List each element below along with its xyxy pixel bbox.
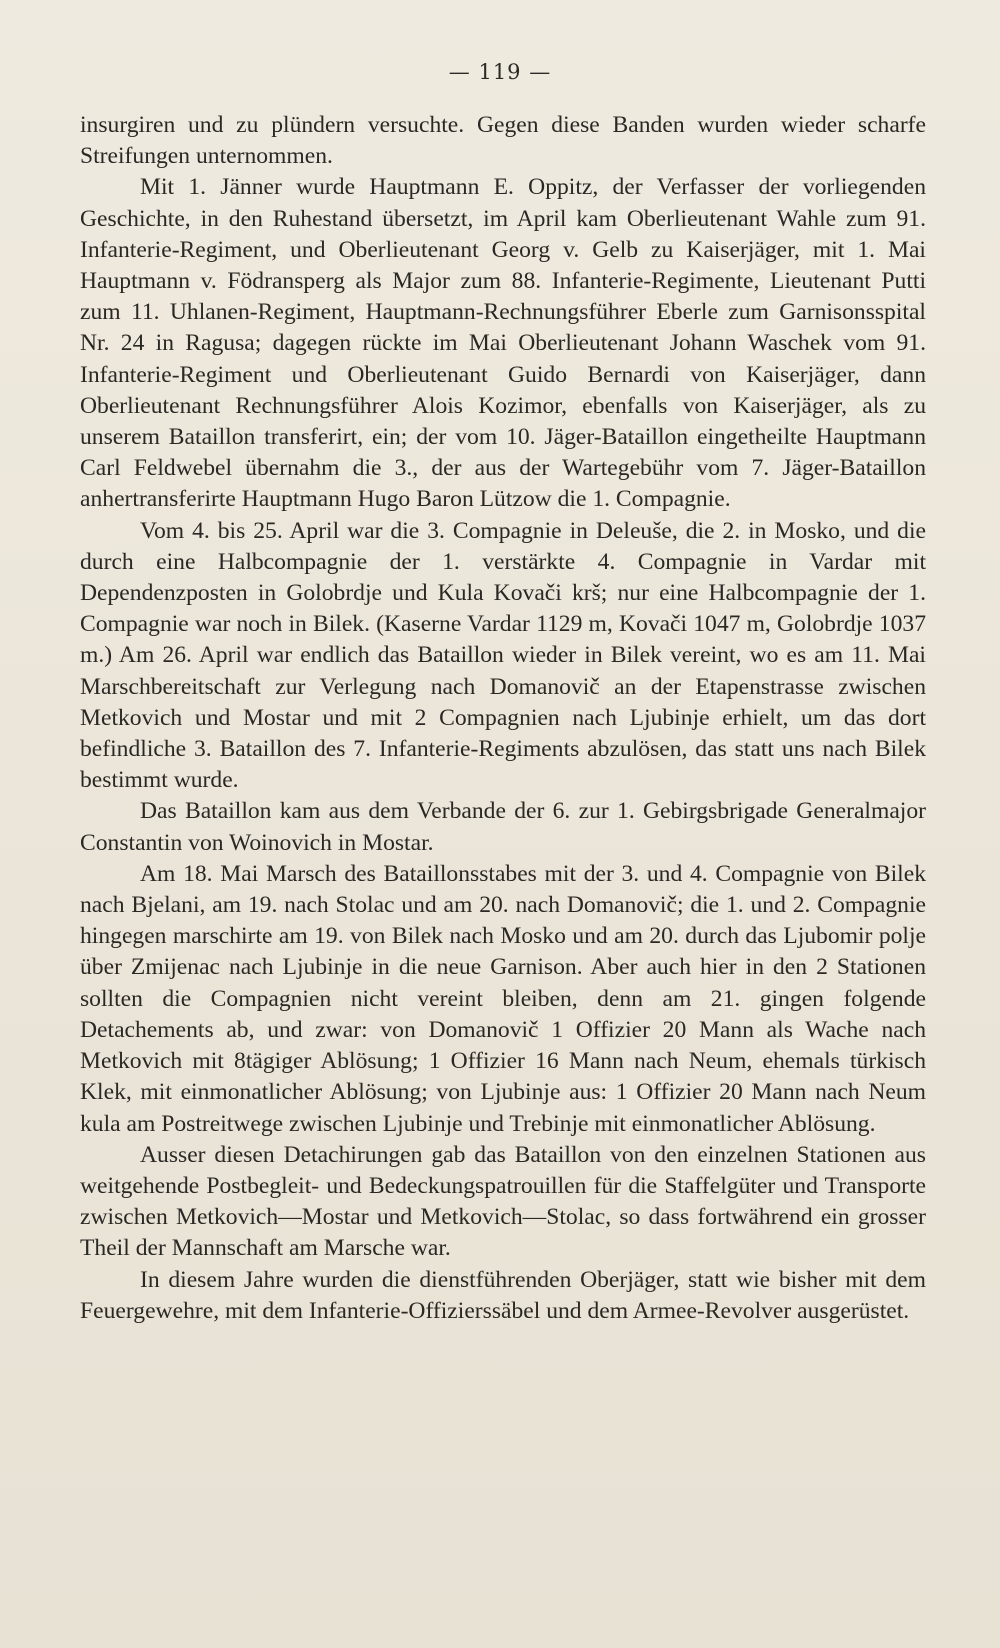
paragraph-1: insurgiren und zu plündern versuchte. Gegen diese Banden wurden wieder scharfe Streifungen unternommen. bbox=[80, 112, 926, 170]
paragraph-3: Vom 4. bis 25. April war die 3. Compagnie in Deleuše, die 2. in Mosko, und die durch eine Halbcompagnie der 1. verstärkte 4. Compagnie in Vardar mit Dependenzposten in Golobrdje und Kula Kovači krš; nur eine Halbcompagnie der 1. Compagnie war noch in Bilek. (Kaserne Vardar 1129 m, Kovači 1047 m, Golobrdje 1037 m.) Am 26. April war endlich das Bataillon wieder in Bilek vereint, wo es am 11. Mai Marschbereitschaft zur Verlegung nach Domanovič an der Etapenstrasse zwischen Metkovich und Mostar und mit 2 Compagnien nach Ljubinje erhielt, um das dort befindliche 3. Bataillon des 7. Infanterie-Regiments abzulösen, das statt uns nach Bilek bestimmt wurde. bbox=[80, 517, 926, 794]
paragraph-7: In diesem Jahre wurden die dienstführenden Oberjäger, statt wie bisher mit dem Feuergewehre, mit dem Infanterie-Offizierssäbel und dem Armee-Revolver ausgerüstet. bbox=[80, 1266, 926, 1324]
paragraph-6: Ausser diesen Detachirungen gab das Bataillon von den einzelnen Stationen aus weitgehende Postbegleit- und Bedeckungspatrouillen für die Staffelgüter und Transporte zwischen Metkovich—Mostar und Metkovich—Stolac, so dass fortwährend ein grosser Theil der Mannschaft am Marsche war. bbox=[80, 1141, 926, 1262]
paragraph-4: Das Bataillon kam aus dem Verbande der 6. zur 1. Gebirgsbrigade Generalmajor Constantin von Woinovich in Mostar. bbox=[80, 798, 926, 856]
page-number: — 119 — bbox=[448, 60, 552, 84]
body-text bbox=[80, 110, 926, 1327]
paragraph-2: Mit 1. Jänner wurde Hauptmann E. Oppitz, der Verfasser der vorliegenden Geschichte, in den Ruhestand übersetzt, im April kam Oberlieutenant Wahle zum 91. Infanterie-Regiment, und Oberlieutenant Georg v. Gelb zu Kaiserjäger, mit 1. Mai Hauptmann v. Födransperg als Major zum 88. Infanterie-Regimente, Lieutenant Putti zum 11. Uhlanen-Regiment, Hauptmann-Rechnungsführer Eberle zum Garnisonsspital Nr. 24 in Ragusa; dagegen rückte im Mai Oberlieutenant Johann Waschek vom 91. Infanterie-Regiment und Oberlieutenant Guido Bernardi von Kaiserjäger, dann Oberlieutenant Rechnungsführer Alois Kozimor, ebenfalls von Kaiserjäger, als zu unserem Bataillon transferirt, ein; der vom 10. Jäger-Bataillon eingetheilte Hauptmann Carl Feldwebel übernahm die 3., der aus der Wartegebühr vom 7. Jäger-Bataillon anhertransferirte Hauptmann Hugo Baron Lützow die 1. Compagnie. bbox=[80, 174, 926, 513]
paragraph-5: Am 18. Mai Marsch des Bataillonsstabes mit der 3. und 4. Compagnie von Bilek nach Bjelani, am 19. nach Stolac und am 20. nach Domanovič; die 1. und 2. Compagnie hingegen marschirte am 19. von Bilek nach Mosko und am 20. durch das Ljubomir polje über Zmijenac nach Ljubinje in die neue Garnison. Aber auch hier in den 2 Stationen sollten die Compagnien nicht vereint bleiben, denn am 21. gingen folgende Detachements ab, und zwar: von Domanovič 1 Offizier 20 Mann als Wache nach Metkovich mit 8tägiger Ablösung; 1 Offizier 16 Mann nach Neum, ehemals türkisch Klek, mit einmonatlicher Ablösung; von Ljubinje aus: 1 Offizier 20 Mann nach Neum kula am Postreitwege zwischen Ljubinje und Trebinje mit einmonatlicher Ablösung. bbox=[80, 860, 926, 1137]
